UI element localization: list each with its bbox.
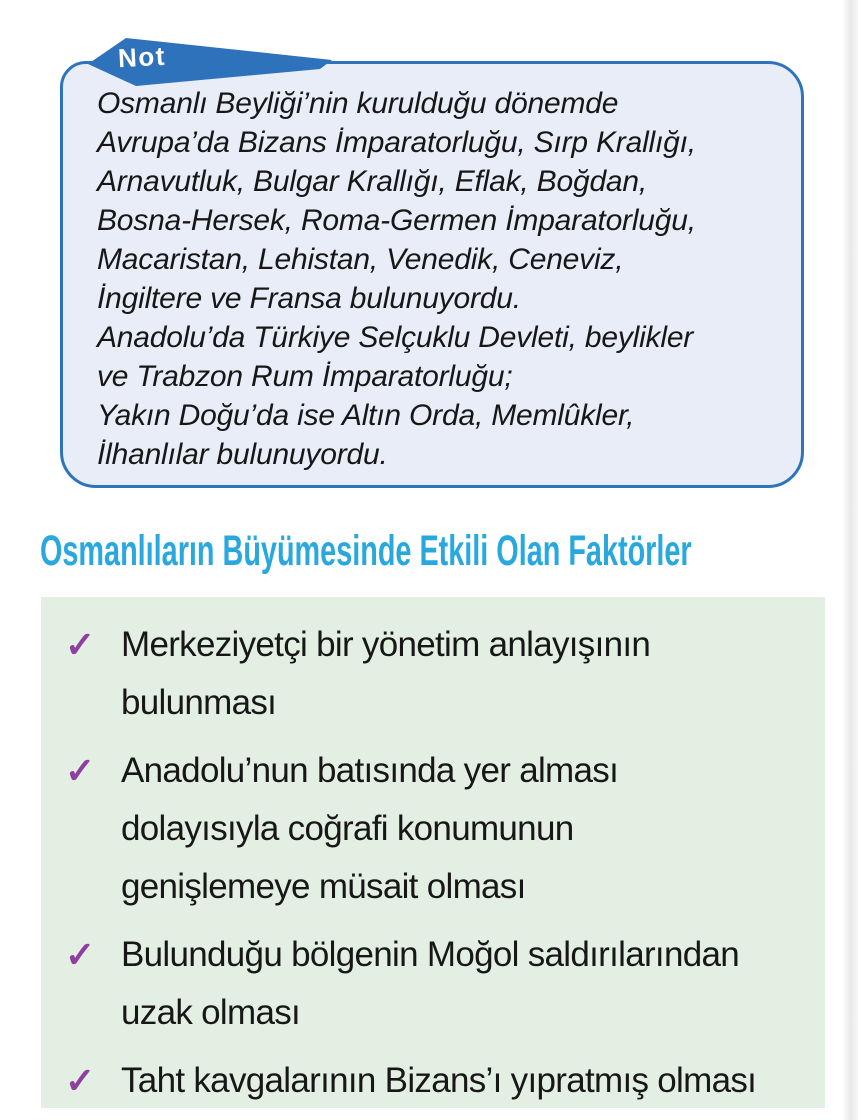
factors-box <box>41 597 825 1108</box>
checkmark-icon: ✓ <box>65 1060 96 1101</box>
note-text-line: Arnavutluk, Bulgar Krallığı, Eflak, Boğdan, <box>97 165 648 198</box>
note-text-line: Avrupa’da Bizans İmparatorluğu, Sırp Krallığı, <box>97 126 696 159</box>
list-item <box>65 616 815 732</box>
note-box <box>60 61 804 488</box>
section-heading-text: Osmanlıların Büyümesinde Etkili Olan Faktörler <box>40 527 692 575</box>
section-heading <box>40 527 858 576</box>
note-text-line: Bosna-Hersek, Roma-Germen İmparatorluğu, <box>97 204 696 237</box>
list-item <box>65 742 815 916</box>
list-item-text: Merkeziyetçi bir yönetim anlayışının bulunması <box>121 625 651 722</box>
note-text-line: Macaristan, Lehistan, Venedik, Ceneviz, <box>97 243 624 276</box>
ribbon-icon <box>70 36 340 92</box>
note-text-line: Osmanlı Beyliği’nin kurulduğu dönemde <box>97 87 619 120</box>
list-item <box>65 926 815 1042</box>
list-item-text: Anadolu’nun batısında yer alması dolayısıyla coğrafi konumunun genişlemeye müsait olması <box>121 751 619 906</box>
note-text-line: İlhanlılar bulunuyordu. <box>97 438 388 471</box>
note-banner-label: Not <box>117 40 167 74</box>
list-item <box>65 1052 815 1110</box>
list-item-text: Bulunduğu bölgenin Moğol saldırılarından uzak olması <box>121 935 740 1032</box>
note-banner <box>70 36 340 92</box>
note-text-line: İngiltere ve Fransa bulunuyordu. <box>97 282 521 315</box>
note-text-line: Yakın Doğu’da ise Altın Orda, Memlûkler, <box>97 399 635 432</box>
note-text-line: ve Trabzon Rum İmparatorluğu; <box>97 360 513 393</box>
list-item-text: Taht kavgalarının Bizans’ı yıpratmış olması <box>121 1061 757 1100</box>
checkmark-icon: ✓ <box>65 934 96 975</box>
checkmark-icon: ✓ <box>65 750 96 791</box>
note-text-line: Anadolu’da Türkiye Selçuklu Devleti, beylikler <box>97 321 694 354</box>
checkmark-icon: ✓ <box>65 624 96 665</box>
page-edge-shadow <box>842 0 858 1120</box>
